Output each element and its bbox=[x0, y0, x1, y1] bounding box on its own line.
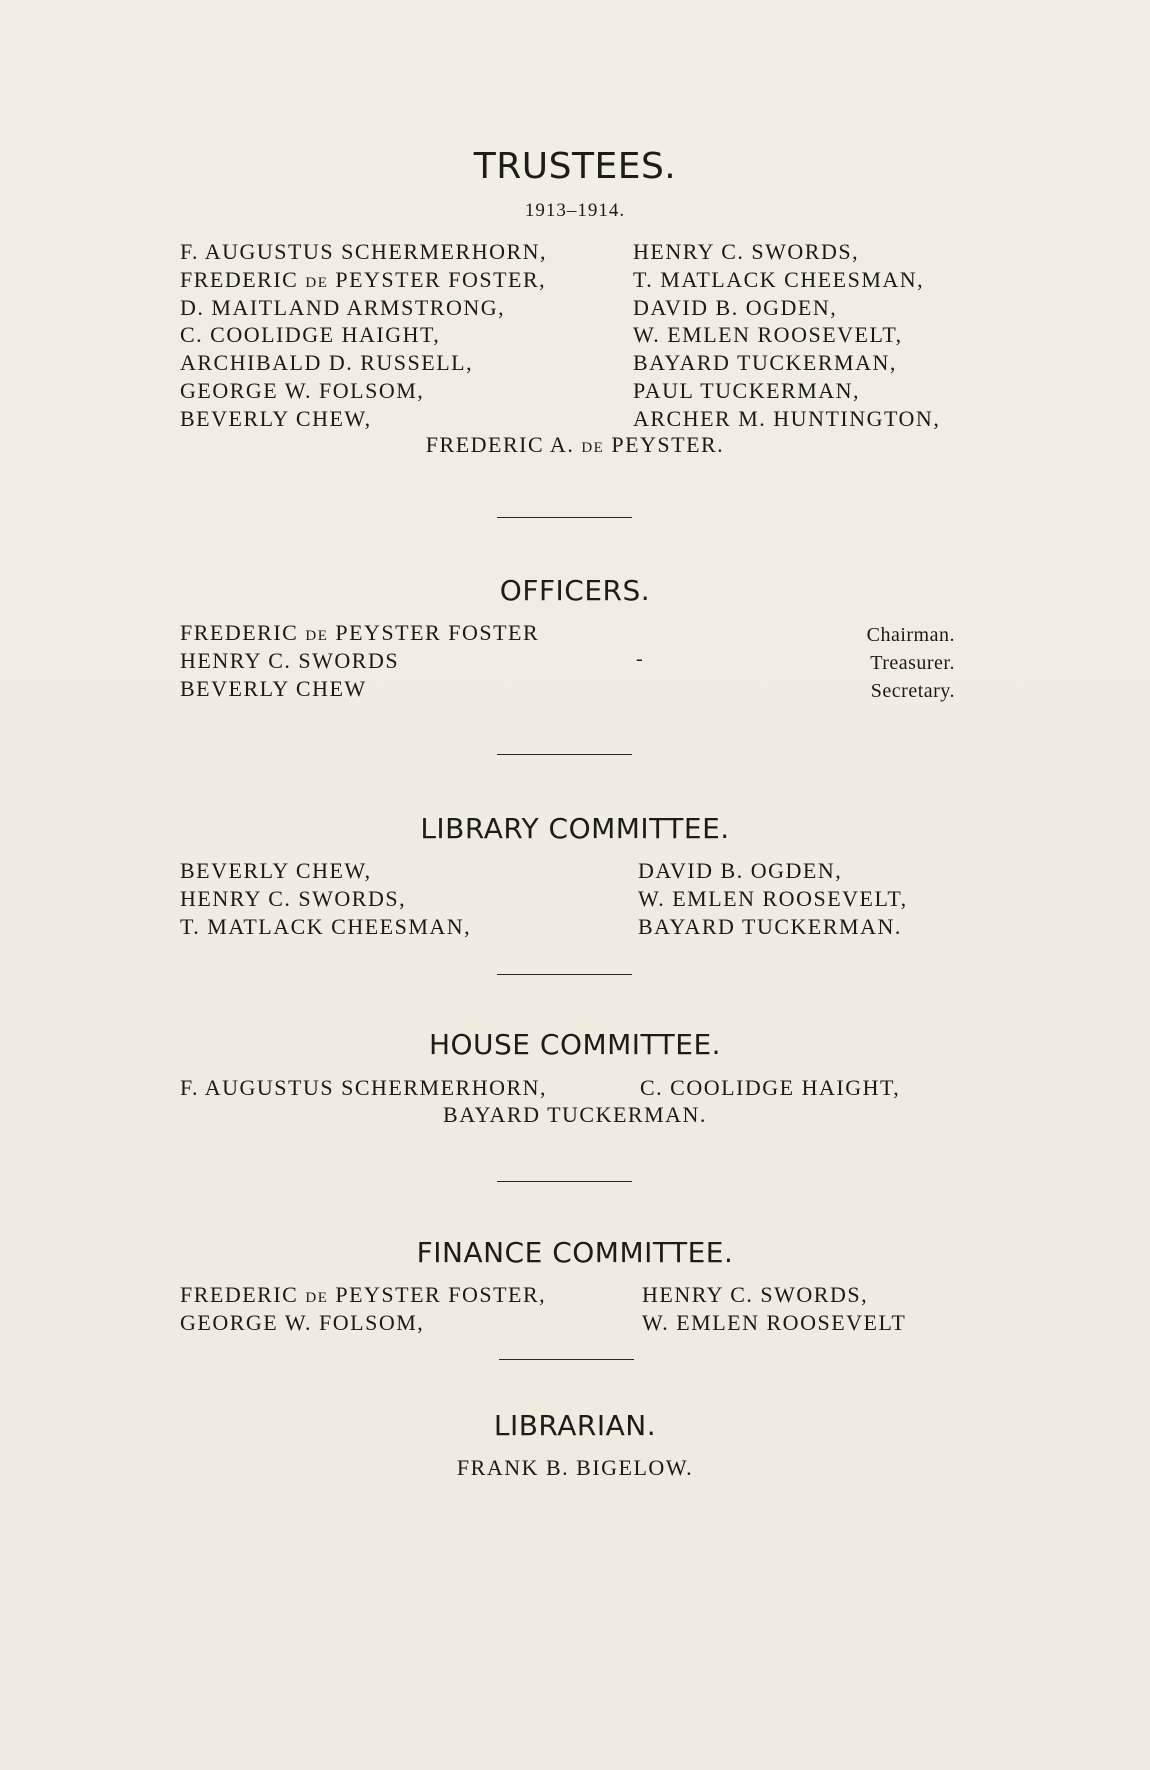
trustee-name: HENRY C. SWORDS, bbox=[633, 239, 860, 264]
officer-name: FREDERIC DE PEYSTER FOSTER bbox=[180, 620, 540, 645]
trustee-name: D. MAITLAND ARMSTRONG, bbox=[180, 294, 506, 320]
house-committee-member: F. AUGUSTUS SCHERMERHORN, bbox=[180, 1075, 548, 1100]
officers-names bbox=[180, 619, 539, 702]
trustee-name: BAYARD TUCKERMAN, bbox=[633, 350, 897, 376]
house-committee-heading: HOUSE COMMITTEE. bbox=[428, 1028, 722, 1061]
librarian-name: FRANK B. BIGELOW. bbox=[456, 1455, 694, 1480]
committee-member: T. MATLACK CHEESMAN, bbox=[180, 913, 472, 939]
trustee-name: W. EMLEN ROOSEVELT, bbox=[633, 322, 903, 348]
officer-role: Secretary. bbox=[870, 680, 955, 702]
committee-member: W. EMLEN ROOSEVELT, bbox=[638, 885, 908, 911]
trustees-heading: TRUSTEES. bbox=[473, 146, 677, 187]
committee-member: HENRY C. SWORDS, bbox=[180, 885, 407, 911]
finance-committee-left-column bbox=[180, 1281, 546, 1337]
trustee-name: DAVID B. OGDEN, bbox=[633, 294, 838, 320]
committee-member: BAYARD TUCKERMAN. bbox=[638, 913, 902, 939]
trustee-name: C. COOLIDGE HAIGHT, bbox=[180, 322, 441, 348]
trustees-right-column bbox=[633, 238, 940, 433]
committee-member: W. EMLEN ROOSEVELT bbox=[642, 1309, 907, 1335]
committee-member: GEORGE W. FOLSOM, bbox=[180, 1309, 425, 1335]
librarian-heading: LIBRARIAN. bbox=[493, 1409, 657, 1442]
trustees-left-column bbox=[180, 238, 547, 433]
section-divider bbox=[497, 1181, 632, 1182]
section-divider bbox=[499, 1359, 634, 1360]
section-divider bbox=[497, 974, 632, 975]
library-committee-heading: LIBRARY COMMITTEE. bbox=[420, 812, 730, 845]
officer-separator: - bbox=[636, 648, 643, 670]
trustee-name: GEORGE W. FOLSOM, bbox=[180, 377, 425, 403]
officer-name: HENRY C. SWORDS bbox=[180, 647, 400, 673]
trustee-name: ARCHER M. HUNTINGTON, bbox=[633, 405, 941, 431]
trustee-name: ARCHIBALD D. RUSSELL, bbox=[180, 350, 474, 376]
officer-role: Chairman. bbox=[866, 624, 955, 646]
trustee-name: BEVERLY CHEW, bbox=[180, 405, 372, 431]
trustees-years: 1913–1914. bbox=[524, 200, 626, 221]
trustee-final-name: FREDERIC A. DE PEYSTER. bbox=[425, 432, 725, 457]
trustee-name: T. MATLACK CHEESMAN, bbox=[633, 266, 925, 292]
committee-member: BEVERLY CHEW, bbox=[180, 858, 372, 883]
officers-heading: OFFICERS. bbox=[499, 574, 651, 607]
house-committee-member-center: BAYARD TUCKERMAN. bbox=[443, 1102, 707, 1127]
trustee-name: F. AUGUSTUS SCHERMERHORN, bbox=[180, 239, 548, 264]
section-divider bbox=[497, 754, 632, 755]
library-committee-left-column bbox=[180, 857, 471, 940]
committee-member: FREDERIC DE PEYSTER FOSTER, bbox=[180, 1282, 547, 1307]
trustee-name: FREDERIC DE PEYSTER FOSTER, bbox=[180, 266, 547, 292]
section-divider bbox=[497, 517, 632, 518]
finance-committee-right-column bbox=[642, 1281, 906, 1337]
officer-role: Treasurer. bbox=[870, 652, 955, 674]
officer-name: BEVERLY CHEW bbox=[180, 675, 367, 701]
committee-member: DAVID B. OGDEN, bbox=[638, 858, 843, 883]
house-committee-member: C. COOLIDGE HAIGHT, bbox=[640, 1075, 901, 1100]
library-committee-right-column bbox=[638, 857, 908, 940]
finance-committee-heading: FINANCE COMMITTEE. bbox=[416, 1236, 734, 1269]
committee-member: HENRY C. SWORDS, bbox=[642, 1282, 869, 1307]
trustee-name: PAUL TUCKERMAN, bbox=[633, 377, 861, 403]
